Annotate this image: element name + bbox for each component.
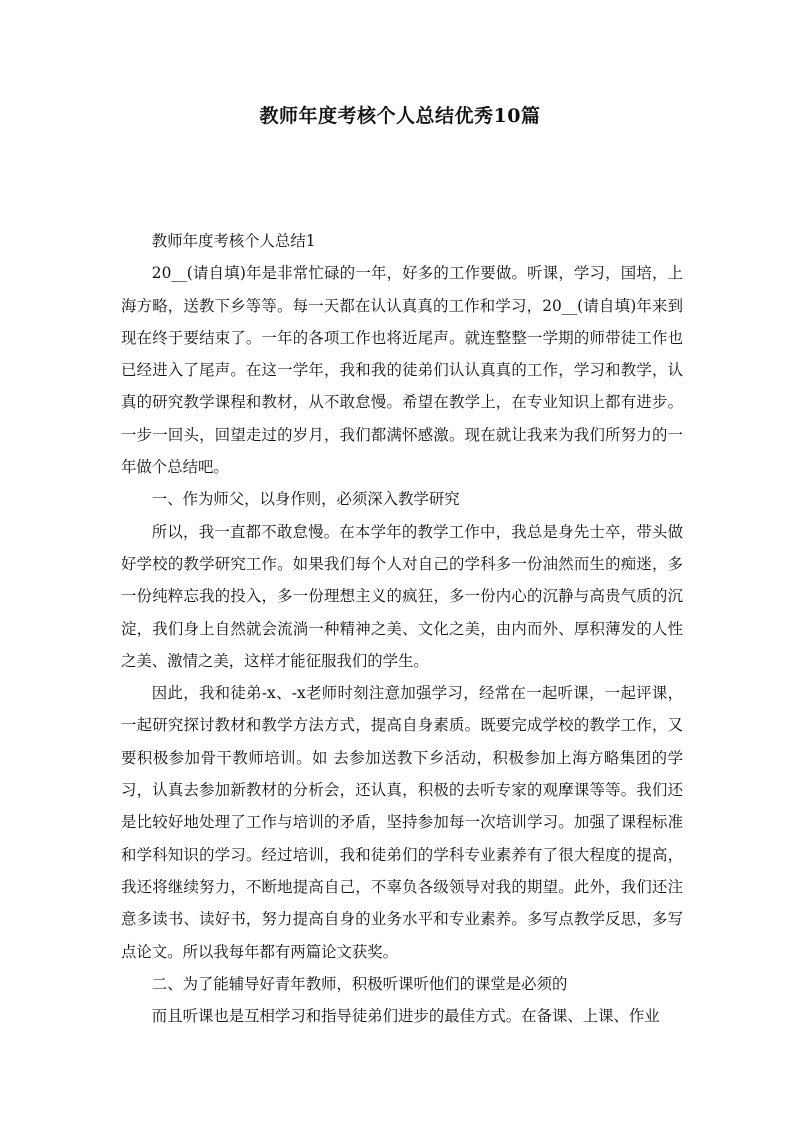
- section-heading: 二、为了能辅导好青年教师，积极听课听他们的课堂是必须的: [151, 974, 568, 993]
- section-heading: 教师年度考核个人总结1: [151, 232, 316, 250]
- paragraph: 而且听课也是互相学习和指导徒弟们进步的最佳方式。在备课、上课、作业: [151, 1007, 660, 1026]
- paragraph: 所以，我一直都不敢怠慢。在本学年的教学工作中，我总是身先士卒，带头做好学校的教学研究工作。如果我们每个人对自己的学科多一份油然而生的痴迷，多一份纯粹忘我的投入，多一份理想主义的疯狂，多一份内心的沉静与高贵气质的沉淀，我们身上自然就会流淌一种精神之美、文化之美，由内而外、厚积薄发的人性之美、激情之美，这样才能征服我们的学生。: [121, 522, 683, 670]
- paragraph: 因此，我和徒弟-x、-x老师时刻注意加强学习，经常在一起听课，一起评课，一起研究探讨教材和教学方法方式，提高自身素质。既要完成学校的教学工作，又要积极参加骨干教师培训。如 去参加送教下乡活动，积极参加上海方略集团的学习，认真去参加新教材的分析会，还认真，积极的去听专家的观摩课等等。我们还是比较好地处理了工作与培训的矛盾，坚持参加每一次培训学习。加强了课程标准和学科知识的学习。经过培训，我和徒弟们的学科专业素养有了很大程度的提高，我还将继续努力，不断地提高自己，不辜负各级领导对我的期望。此外，我们还注意多读书、读好书，努力提高自身的业务水平和专业素养。多写点教学反思，多写点论文。所以我每年都有两篇论文获奖。: [121, 684, 683, 961]
- document-body: [121, 225, 683, 1032]
- paragraph: 20__(请自填)年是非常忙碌的一年，好多的工作要做。听课，学习，国培，上海方略，送教下乡等等。每一天都在认认真真的工作和学习，20__(请自填)年来到现在终于要结束了。一年的各项工作也将近尾声。就连整整一学期的师带徒工作也已经进入了尾声。在这一学年，我和我的徒弟们认认真真的工作，学习和教学，认真的研究教学课程和教材，从不敢怠慢。希望在教学上，在专业知识上都有进步。一步一回头，回望走过的岁月，我们都满怀感激。现在就让我来为我们所努力的一年做个总结吧。: [121, 264, 683, 477]
- section-heading: 一、作为师父，以身作则，必须深入教学研究: [151, 490, 460, 509]
- document-title: 教师年度考核个人总结优秀10篇: [259, 105, 541, 127]
